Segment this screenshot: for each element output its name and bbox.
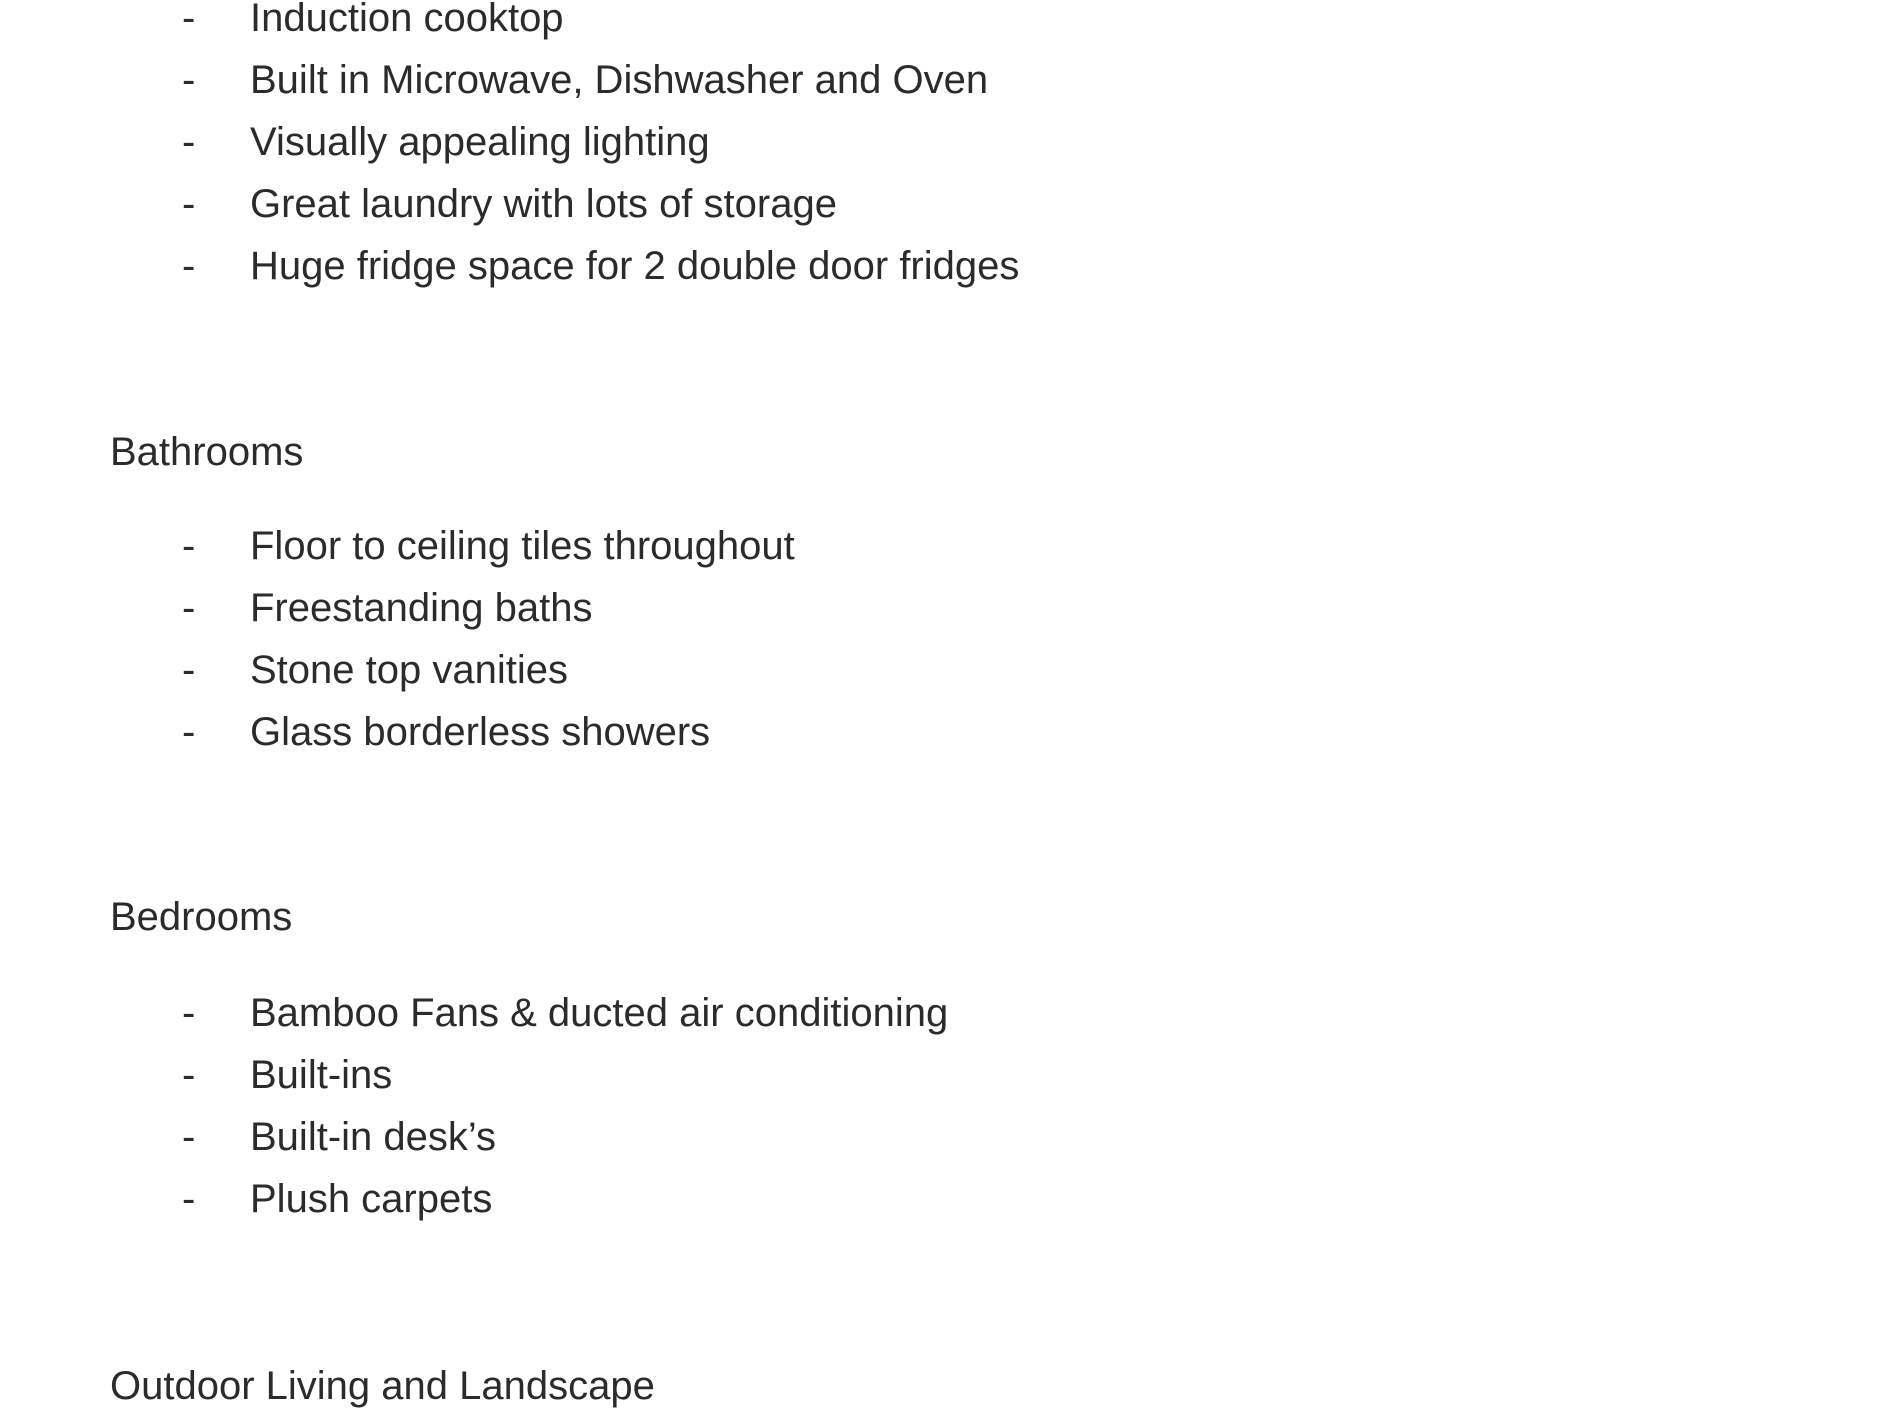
- list-item-text: Bamboo Fans & ducted air conditioning: [250, 991, 949, 1035]
- list-item-text: Huge fridge space for 2 double door fridges: [250, 244, 1020, 288]
- list-item-text: Glass borderless showers: [250, 710, 711, 754]
- list-item: [0, 708, 1500, 770]
- list-item-text: Built-ins: [250, 1053, 393, 1097]
- list-item-text: Freestanding baths: [250, 586, 593, 630]
- list-bullet: -: [182, 0, 196, 40]
- list-item: [0, 56, 1500, 118]
- list-item-text: Built in Microwave, Dishwasher and Oven: [250, 58, 989, 102]
- section-heading-bedrooms: Bedrooms: [110, 895, 293, 939]
- list-item: [0, 1051, 1500, 1113]
- section-heading-outdoor-living: Outdoor Living and Landscape: [110, 1364, 655, 1408]
- list-item: [0, 1175, 1500, 1237]
- list-bullet: -: [182, 182, 196, 226]
- list-item: [0, 522, 1500, 584]
- list-bullet: -: [182, 58, 196, 102]
- list-item: [0, 1113, 1500, 1175]
- list-bullet: -: [182, 586, 196, 630]
- list-bullet: -: [182, 120, 196, 164]
- list-bullet: -: [182, 1115, 196, 1159]
- list-bullet: -: [182, 1177, 196, 1221]
- list-bullet: -: [182, 991, 196, 1035]
- list-bullet: -: [182, 648, 196, 692]
- list-item: [0, 180, 1500, 242]
- section-heading-bathrooms: Bathrooms: [110, 430, 304, 474]
- list-item: [0, 584, 1500, 646]
- list-item-text: Floor to ceiling tiles throughout: [250, 524, 795, 568]
- bathrooms-feature-list: [0, 522, 1500, 770]
- list-item: [0, 118, 1500, 180]
- list-item: [0, 646, 1500, 708]
- bedrooms-feature-list: [0, 989, 1500, 1237]
- list-item: [0, 0, 1500, 56]
- list-bullet: -: [182, 710, 196, 754]
- list-item: [0, 242, 1500, 304]
- list-item-text: Built-in desk’s: [250, 1115, 497, 1159]
- list-bullet: -: [182, 244, 196, 288]
- list-item-text: Stone top vanities: [250, 648, 568, 692]
- list-item-text: Plush carpets: [250, 1177, 493, 1221]
- list-item-text: Induction cooktop: [250, 0, 564, 40]
- list-item-text: Visually appealing lighting: [250, 120, 710, 164]
- list-bullet: -: [182, 524, 196, 568]
- list-item-text: Great laundry with lots of storage: [250, 182, 837, 226]
- list-bullet: -: [182, 1053, 196, 1097]
- list-item: [0, 989, 1500, 1051]
- kitchen-feature-list: [0, 0, 1500, 304]
